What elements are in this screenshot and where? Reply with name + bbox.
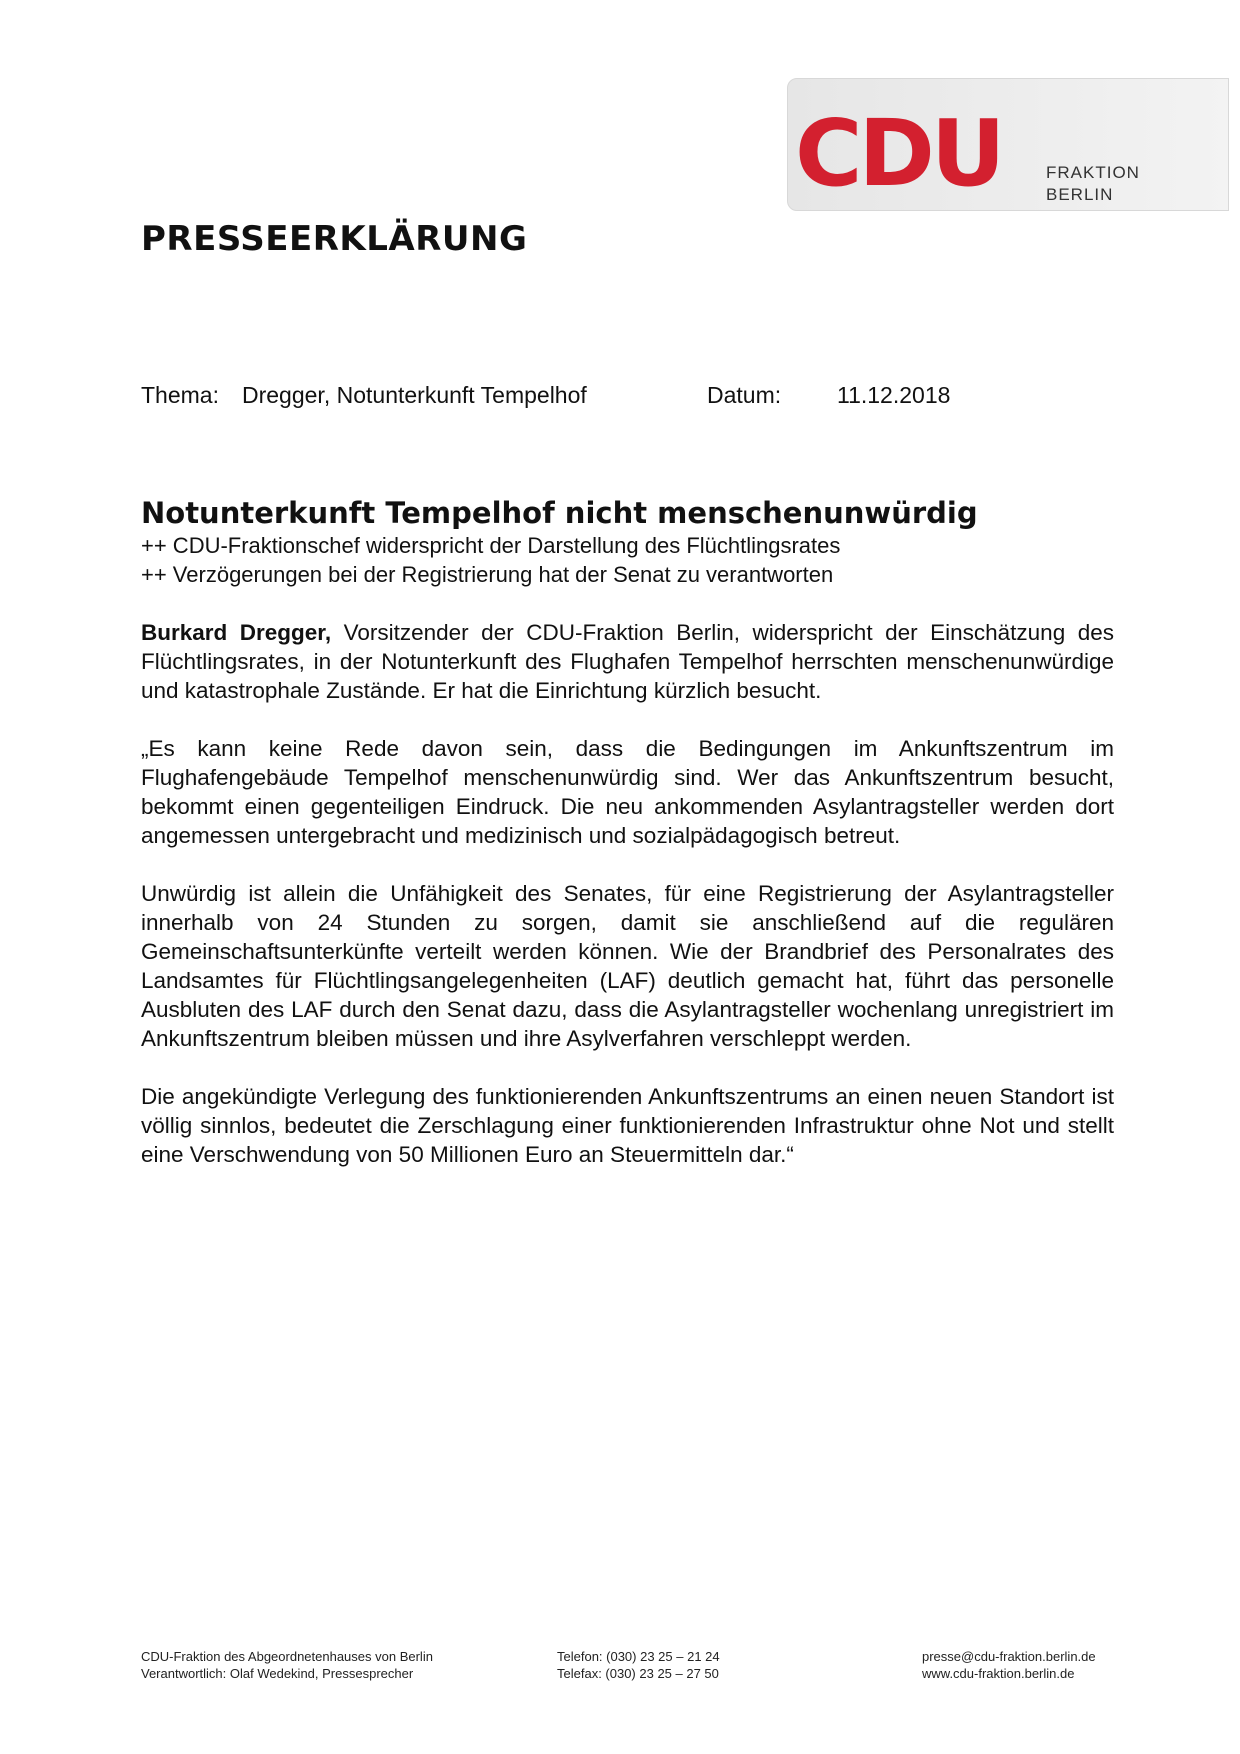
press-release-title: Notunterkunft Tempelhof nicht menschenunwürdig: [141, 496, 978, 530]
paragraph-2: „Es kann keine Rede davon sein, dass die Bedingungen im Ankunftszentrum im Flughafengebäude Tempelhof menschenunwürdig sind. Wer das Ankunftszentrum besucht, bekommt einen gegenteiligen Eindruck. Die neu ankommenden Asylantragsteller werden dort angemessen untergebracht und medizinisch und sozialpädagogisch betreut.: [141, 736, 1114, 848]
paragraph-1-text: Vorsitzender der CDU-Fraktion Berlin, widerspricht der Einschätzung des Flüchtlingsrates, in der Notunterkunft des Flughafen Tempelhof herrschten menschenunwürdige und katastrophale Zustände. Er hat die Einrichtung kürzlich besucht.: [141, 620, 1114, 703]
logo-line-berlin: BERLIN: [1046, 185, 1114, 204]
document-type-heading: PRESSEERKLÄRUNG: [141, 219, 528, 259]
paragraph-4: Die angekündigte Verlegung des funktionierenden Ankunftszentrums an einen neuen Standort ist völlig sinnlos, bedeutet die Zerschlagung einer funktionierenden Infrastruktur ohne Not und stellt eine Verschwendung von 50 Millionen Euro an Steuermitteln dar.“: [141, 1084, 1114, 1167]
body-text: [141, 618, 1114, 1198]
paragraph-3: Unwürdig ist allein die Unfähigkeit des Senates, für eine Registrierung der Asylantragsteller innerhalb von 24 Stunden zu sorgen, damit sie anschließend auf die regulären Gemeinschaftsunterkünfte verteilt werden können. Wie der Brandbrief des Personalrates des Landsamtes für Flüchtlingsangelegenheiten (LAF) deutlich gemacht hat, führt das personelle Ausbluten des LAF durch den Senat dazu, dass die Asylantragsteller wochenlang unregistriert im Ankunftszentrum bleiben müssen und ihre Asylverfahren verschleppt werden.: [141, 881, 1114, 1051]
footer-contact-phone: [557, 1648, 720, 1682]
topic-value: Dregger, Notunterkunft Tempelhof: [242, 382, 587, 408]
footer-phone: Telefon: (030) 23 25 – 21 24: [557, 1649, 720, 1664]
footer-fax: Telefax: (030) 23 25 – 27 50: [557, 1666, 719, 1681]
footer-website[interactable]: www.cdu-fraktion.berlin.de: [922, 1666, 1075, 1681]
logo-line-fraktion: FRAKTION: [1046, 163, 1140, 182]
footer-responsible: Verantwortlich: Olaf Wedekind, Pressesprecher: [141, 1666, 414, 1681]
cdu-logo: CDU: [795, 100, 1002, 207]
paragraph-1: [141, 618, 1114, 705]
subtitle-1: ++ CDU-Fraktionschef widerspricht der Darstellung des Flüchtlingsrates: [141, 533, 841, 558]
footer-org-name: CDU-Fraktion des Abgeordnetenhauses von Berlin: [141, 1649, 433, 1664]
date-label: Datum:: [707, 382, 782, 408]
logo-subtitle: [1046, 162, 1140, 206]
footer-organization: [141, 1648, 433, 1682]
speaker-name: Burkard Dregger,: [141, 620, 332, 645]
subtitle-2: ++ Verzögerungen bei der Registrierung hat der Senat zu verantworten: [141, 562, 834, 587]
date-value: 11.12.2018: [837, 382, 951, 408]
footer-contact-web: [922, 1648, 1096, 1682]
footer-email[interactable]: presse@cdu-fraktion.berlin.de: [922, 1649, 1096, 1664]
topic-label: Thema:: [141, 382, 219, 408]
